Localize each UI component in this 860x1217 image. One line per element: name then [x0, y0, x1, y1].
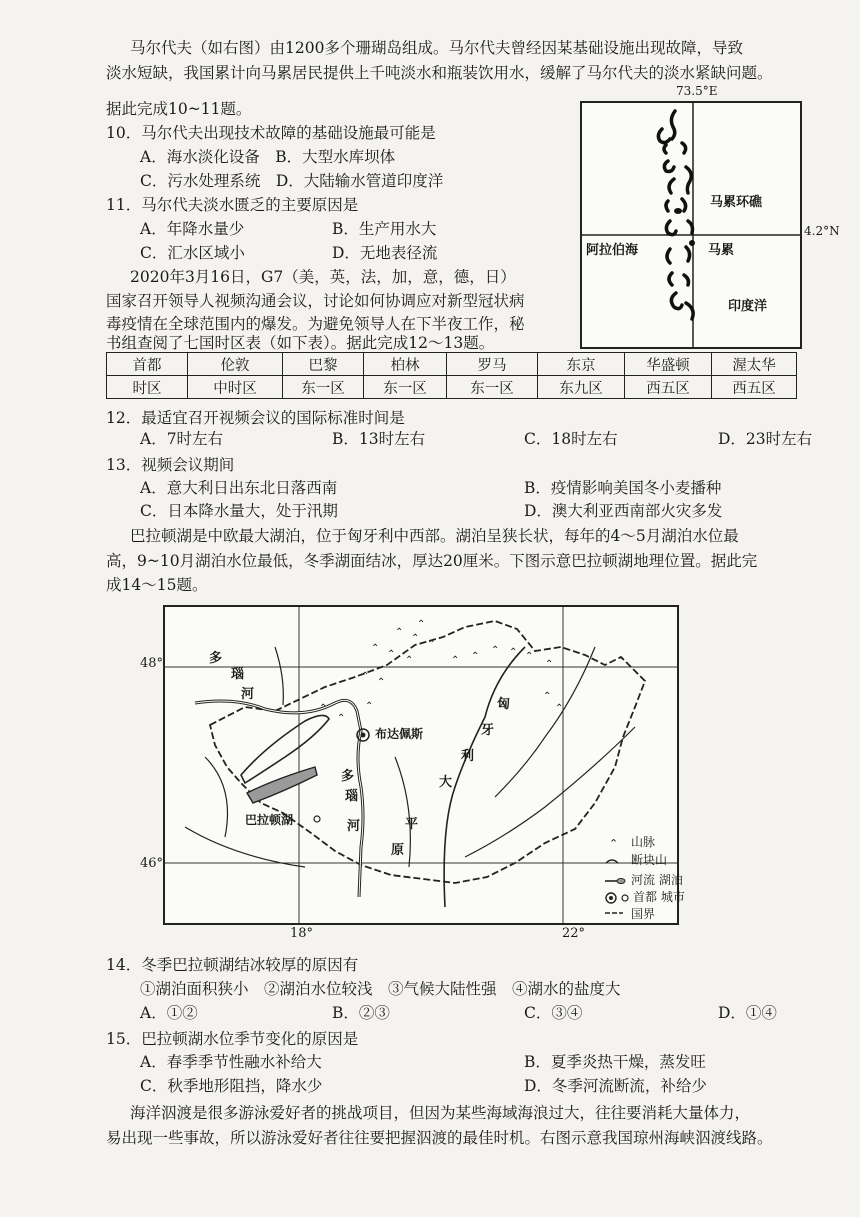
q15-option-a: A．春季季节性融水补给大: [140, 1053, 322, 1071]
lon-22-label: 22°: [562, 926, 586, 941]
q12-stem: 12．最适宜召开视频会议的国际标准时间是: [106, 409, 405, 427]
table-cell: 伦敦: [188, 353, 283, 376]
table-cell: 东一区: [447, 376, 538, 399]
q14-option-b: B．②③: [332, 1004, 390, 1022]
balaton-map: [163, 605, 685, 925]
svg-text:⌃: ⌃: [543, 691, 552, 702]
intro1-line2: 淡水短缺，我国累计向马累居民提供上千吨淡水和瓶装饮用水，缓解了马尔代夫的淡水紧缺问题。: [106, 64, 773, 82]
danube-south-char-2: 瑙: [345, 789, 359, 804]
q14-stem: 14．冬季巴拉顿湖结冰较厚的原因有: [106, 956, 359, 974]
q11-option-a: A．年降水量少: [140, 220, 245, 238]
male-atoll-label: 马累环礁: [710, 195, 763, 210]
male-label: 马累: [708, 243, 735, 258]
intro2-line1: 2020年3月16日，G7（美，英，法，加，意，德，日）: [130, 268, 516, 286]
intro2-line3: 毒疫情在全球范围内的爆发。为避免领导人在下半夜工作，秘: [106, 315, 525, 333]
legend-border: 国界: [631, 907, 656, 921]
q14-statements: ①湖泊面积狭小 ②湖泊水位较浅 ③气候大陆性强 ④湖水的盐度大: [140, 980, 621, 998]
q14-option-c: C．③④: [524, 1004, 583, 1022]
timezone-row-zones: [107, 376, 797, 399]
svg-text:⌃: ⌃: [427, 639, 436, 650]
legend-river-lake: 河流 湖泊: [631, 873, 683, 887]
svg-text:⌃: ⌃: [417, 619, 426, 630]
balaton-label: 巴拉顿湖: [245, 813, 294, 827]
balaton-map-graphic: [165, 607, 677, 923]
table-cell: 西五区: [712, 376, 797, 399]
intro3-line1: 巴拉顿湖是中欧最大湖泊，位于匈牙利中西部。湖泊呈狭长状，每年的4～5月湖泊水位最: [130, 527, 739, 545]
svg-text:⌃: ⌃: [411, 633, 420, 644]
svg-text:⌃: ⌃: [545, 659, 554, 670]
table-cell: 东京: [538, 353, 625, 376]
intro1-line3: 据此完成10~11题。: [106, 100, 252, 118]
q13-stem: 13．视频会议期间: [106, 456, 235, 474]
table-cell: 时区: [107, 376, 188, 399]
table-cell: 巴黎: [283, 353, 364, 376]
q14-option-a: A．①②: [140, 1004, 198, 1022]
table-cell: 东九区: [538, 376, 625, 399]
danube-south-char-3: 河: [347, 819, 361, 834]
q13-option-d: D．澳大利亚西南部火灾多发: [524, 502, 723, 520]
table-cell: 东一区: [364, 376, 447, 399]
maldives-latitude-label: 4.2°N: [804, 224, 840, 238]
q10-options-ab: A．海水淡化设备 B．大型水库坝体: [140, 148, 396, 166]
svg-text:⌃: ⌃: [365, 701, 374, 712]
maldives-map: [580, 101, 802, 349]
svg-text:⌃: ⌃: [361, 671, 370, 682]
lon-18-label: 18°: [290, 926, 314, 941]
q12-option-a: A．7时左右: [140, 430, 224, 448]
table-cell: 东一区: [283, 376, 364, 399]
intro1-line1: 马尔代夫（如右图）由1200多个珊瑚岛组成。马尔代夫曾经因某基础设施出现故障，导致: [130, 39, 743, 57]
table-cell: 柏林: [364, 353, 447, 376]
q11-option-b: B．生产用水大: [332, 220, 437, 238]
maldives-map-graphic: [582, 103, 800, 347]
indian-ocean-label: 印度洋: [728, 299, 768, 314]
q11-stem: 11．马尔代夫淡水匮乏的主要原因是: [106, 196, 359, 214]
svg-text:⌃: ⌃: [387, 649, 396, 660]
lat-46-label: 46°: [140, 856, 164, 871]
svg-text:⌃: ⌃: [509, 647, 518, 658]
svg-text:⌃: ⌃: [555, 703, 564, 714]
q14-option-d: D．①④: [718, 1004, 777, 1022]
timezone-table: [106, 352, 797, 399]
intro2-line2: 国家召开领导人视频沟通会议，讨论如何协调应对新型冠状病: [106, 292, 525, 310]
q15-option-b: B．夏季炎热干燥，蒸发旺: [524, 1053, 706, 1071]
plain-label-char-1: 匈: [497, 697, 511, 712]
danube-label-char-2: 瑙: [231, 667, 245, 682]
lat-48-label: 48°: [140, 656, 164, 671]
arabian-sea-label: 阿拉伯海: [586, 243, 639, 258]
svg-text:⌃: ⌃: [319, 703, 328, 714]
danube-label-char-3: 河: [241, 687, 255, 702]
timezone-row-capitals: [107, 353, 797, 376]
table-cell: 渥太华: [712, 353, 797, 376]
plain-label-char-5: 平: [405, 817, 419, 832]
q10-options-cd: C．污水处理系统 D．大陆输水管道印度洋: [140, 172, 444, 190]
plain-label-char-4: 大: [439, 775, 453, 790]
budapest-label: 布达佩斯: [375, 727, 424, 741]
table-cell: 首都: [107, 353, 188, 376]
maldives-longitude-label: 73.5°E: [676, 84, 718, 98]
q15-stem: 15．巴拉顿湖水位季节变化的原因是: [106, 1030, 359, 1048]
intro4-line1: 海洋泅渡是很多游泳爱好者的挑战项目，但因为某些海域海浪过大，往往要消耗大量体力，: [130, 1104, 751, 1122]
table-cell: 西五区: [625, 376, 712, 399]
svg-text:⌃: ⌃: [491, 645, 500, 656]
svg-text:⌃: ⌃: [609, 837, 619, 850]
q12-option-d: D．23时左右: [718, 430, 813, 448]
svg-text:⌃: ⌃: [337, 713, 346, 724]
q10-stem: 10．马尔代夫出现技术故障的基础设施最可能是: [106, 124, 436, 142]
legend-mountain: 山脉: [631, 835, 656, 849]
svg-text:⌃: ⌃: [395, 627, 404, 638]
intro4-line2: 易出现一些事故，所以游泳爱好者往往要把握泅渡的最佳时机。右图示意我国琼州海峡泅渡线路。: [106, 1129, 773, 1147]
q11-option-c: C．汇水区域小: [140, 244, 245, 262]
q13-option-b: B．疫情影响美国冬小麦播种: [524, 479, 722, 497]
table-cell: 罗马: [447, 353, 538, 376]
intro2-line4: 书组查阅了七国时区表（如下表）。据此完成12～13题。: [106, 334, 495, 352]
svg-text:⌃: ⌃: [377, 677, 386, 688]
svg-text:⌃: ⌃: [525, 651, 534, 662]
plain-label-char-6: 原: [391, 843, 405, 858]
q12-option-b: B．13时左右: [332, 430, 426, 448]
svg-text:⌃: ⌃: [451, 655, 460, 666]
svg-text:⌃: ⌃: [471, 651, 480, 662]
q13-option-c: C．日本降水量大，处于汛期: [140, 502, 338, 520]
svg-text:⌃: ⌃: [405, 655, 414, 666]
intro3-line3: 成14～15题。: [106, 576, 208, 594]
svg-text:⌃: ⌃: [371, 643, 380, 654]
q12-option-c: C．18时左右: [524, 430, 618, 448]
plain-label-char-2: 牙: [481, 723, 495, 738]
q15-option-d: D．冬季河流断流，补给少: [524, 1077, 707, 1095]
q11-option-d: D．无地表径流: [332, 244, 438, 262]
q15-option-c: C．秋季地形阻挡，降水少: [140, 1077, 323, 1095]
intro3-line2: 高，9~10月湖泊水位最低，冬季湖面结冰，厚达20厘米。下图示意巴拉顿湖地理位置。据此完: [106, 552, 758, 570]
q13-option-a: A．意大利日出东北日落西南: [140, 479, 338, 497]
legend-fault-block: 断块山: [631, 853, 668, 867]
danube-label-char-1: 多: [209, 651, 223, 666]
table-cell: 华盛顿: [625, 353, 712, 376]
legend-capital-city: 首都 城市: [633, 890, 685, 904]
table-cell: 中时区: [188, 376, 283, 399]
plain-label-char-3: 利: [461, 749, 475, 764]
danube-south-char-1: 多: [341, 769, 355, 784]
